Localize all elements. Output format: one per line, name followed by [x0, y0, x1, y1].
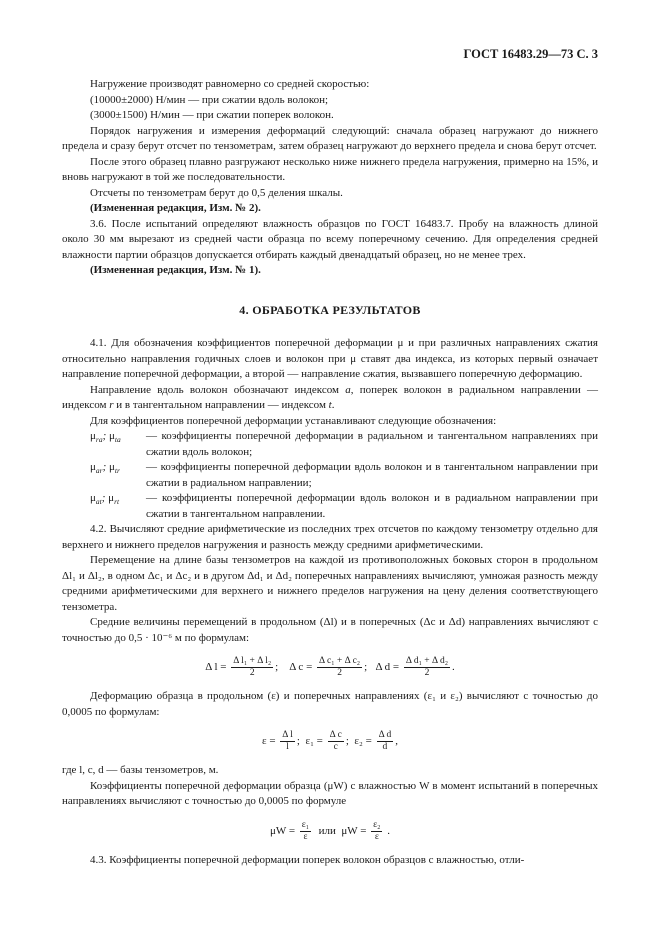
formula-deformation: ε = $\frac{\text{Δ l}}{l}$ ; ε₁ = $\frac{\text{Δ c}}{c}$ ; ε₂ = $\frac{\text{Δ d}}{d}$ , — [261, 730, 399, 752]
paragraph-averages: Средние величины перемещений в продольном (Δl) и в поперечных (Δc и Δd) направлениях вычисляют с точностью до 0,5 · 10⁻⁶ м по формулам: — [62, 616, 598, 644]
definition-row-ar-tr — [62, 460, 598, 491]
paragraph-3-6: 3.6. После испытаний определяют влажность образцов по ГОСТ 16483.7. Пробу на влажность длиной около 30 мм вырезают из средней части образца по всему поперечному сечению. Для определения средней влажности партии образцов допускается отбирать каждый двенадцатый образец, но не менее трех. — [62, 217, 598, 261]
definition-symbols: $\mu_{ra}$; $\mu_{ta}$ — [90, 430, 121, 445]
paragraph-coefficient: Коэффициенты поперечной деформации образца (μW) с влажностью W в момент испытаний в поперечных направлениях вычисляют с точностью до 0,0005 по формуле — [62, 779, 598, 807]
paragraph-speed-across: (3000±1500) Н/мин — при сжатии поперек волокон. — [90, 109, 334, 121]
definition-row-ra-ta — [62, 429, 598, 460]
paragraph-speed-along: (10000±2000) Н/мин — при сжатии вдоль волокон; — [90, 93, 329, 106]
paragraph-deformation: Деформацию образца в продольном (ε) и поперечных направлениях (ε₁ и ε₂) вычисляют с точностью до 0,0005 по формулам: — [62, 690, 598, 718]
definition-list — [62, 429, 598, 522]
definition-row-at-rt — [62, 491, 598, 522]
index-t: t — [328, 399, 332, 411]
paragraph-4-3: 4.3. Коэффициенты поперечной деформации поперек волокон образцов с влажностью, отли- — [90, 853, 525, 866]
section-title: 4. ОБРАБОТКА РЕЗУЛЬТАТОВ — [239, 302, 421, 317]
edit-note-1: (Измененная редакция, Изм. № 1). — [90, 264, 261, 276]
directions-text-2: , поперек волокон в радиальном направлении — индексом — [62, 383, 599, 411]
definition-text: — коэффициенты поперечной деформации в радиальном и тангентальном направлениях при сжатии вдоль волокон; — [146, 430, 598, 458]
definition-text: — коэффициенты поперечной деформации вдоль волокон и в тангентальном направлении при сжатии в радиальном направлении; — [146, 461, 598, 489]
directions-text-3: и в тангентальном направлении — индексом — [116, 399, 326, 411]
document-body — [62, 77, 598, 868]
paragraph-4-1: 4.1. Для обозначения коэффициентов поперечной деформации μ и при различных направлениях сжатия относительно направления годичных слоев и волокон при μ ставят два индекса, из которых первый означает направление поперечной деформации, а второй — направление сжатия, вызвавшего поперечную деформацию. — [62, 337, 598, 380]
paragraph-where: где l, c, d — базы тензометров, м. — [62, 764, 219, 776]
directions-text-1: Направление вдоль волокон обозначают индексом — [90, 383, 339, 396]
edit-note-2: (Измененная редакция, Изм. № 2). — [90, 202, 261, 214]
index-r: r — [109, 399, 114, 411]
paragraph-loading-speed: Нагружение производят равномерно со средней скоростью: — [90, 78, 370, 90]
definition-text: — коэффициенты поперечной деформации вдоль волокон и в радиальном направлении при сжатии в тангентальном направлении. — [146, 492, 598, 520]
paragraph-loading-order: Порядок нагружения и измерения деформаций следующий: сначала образец нагружают до нижнего предела и сразу берут отсчет по тензометрам, затем образец нагружают до верхнего предела и снова берут отсчет. — [62, 124, 598, 152]
index-a: a — [345, 383, 351, 396]
paragraph-displacement: Перемещение на длине базы тензометров на каждой из противоположных боковых сторон в продольном Δl₁ и Δl₂, в одном Δc₁ и Δc₂ и в другом Δd₁ и Δd₂ поперечных направлениях вычисляют, умножая разность между средними арифметическими для верхнего и нижнего пределов нагружения на цену деления соответствующего тензометра. — [62, 554, 598, 613]
definition-symbols: $\mu_{at}$; $\mu_{rt}$ — [90, 492, 120, 507]
formula-coefficient: μW = $\frac{\text{ε₁}}{\varepsilon}$ или μW = $\frac{\text{ε₂}}{\varepsilon}$ . — [270, 819, 390, 842]
paragraph-unloading: После этого образец плавно разгружают несколько ниже нижнего предела нагружения, примерно на 15%, и вновь нагружают в той же последовательности. — [62, 155, 598, 183]
paragraph-readings: Отсчеты по тензометрам берут до 0,5 деления шкалы. — [90, 186, 343, 199]
page-header: ГОСТ 16483.29—73 С. 3 — [463, 47, 598, 61]
formula-averages: Δ l = $\frac{\text{Δ l₁ + Δ l₂}}{2}$ ; Δ c = $\frac{\text{Δ c₁ + Δ c₂}}{2}$ ; Δ d = $\frac{\text{Δ d₁ + Δ d₂}}{2}$ . — [205, 656, 455, 678]
paragraph-designations: Для коэффициентов поперечной деформации устанавливают следующие обозначения: — [90, 414, 497, 427]
paragraph-directions: Направление вдоль волокон обозначают индексом a, поперек волокон в радиальном направлении — индексом r и в тангентальном направлении — индексом t. — [62, 383, 599, 411]
definition-symbols: $\mu_{ar}$; $\mu_{tr}$ — [90, 461, 120, 476]
paragraph-4-2: 4.2. Вычисляют средние арифметические из последних трех отсчетов по каждому тензометру отдельно для верхнего и нижнего пределов нагружения и разность между средними арифметическими. — [62, 523, 598, 551]
